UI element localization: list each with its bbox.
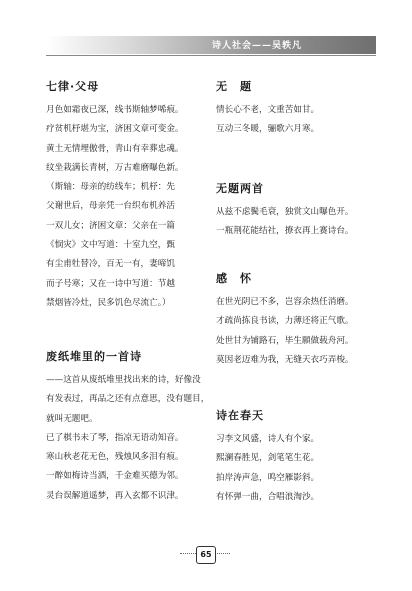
poem-line: 拍岸涛声急，鸣空雁影斜。 <box>216 472 320 483</box>
poem-note-line: 《悯灾》文中写道：十室九空，甄 <box>46 240 175 251</box>
poem-line: 疗贫机杼堪为宝，济困文章可变金。 <box>46 124 184 135</box>
poem-line: 一醉如梅诗当酒，千金难买德为邻。 <box>46 471 184 482</box>
poem-title: 诗在春天 <box>216 409 264 422</box>
poem-section-feizhi <box>46 348 209 506</box>
poem-line: 互动三冬暖，骊歌六月寒。 <box>216 124 320 135</box>
poem-line: 熙澜春胜见，剑笔笔生花。 <box>216 453 320 464</box>
poem-section-wuti <box>216 78 319 140</box>
poem-section-ganhuai <box>216 270 354 370</box>
poem-section-wuti-two <box>216 180 354 242</box>
poem-line: 才疏尚拣良书读，力薄还将正气歌。 <box>216 316 354 327</box>
poem-title: 七律·父母 <box>46 80 100 93</box>
poem-title: 感 怀 <box>216 272 252 285</box>
poem-line: 黄土无情埋傲骨，青山有幸葬忠魂。 <box>46 143 184 154</box>
poem-title: 无 题 <box>216 80 252 93</box>
poem-line: 有怀弹一曲，合唱浪淘沙。 <box>216 491 320 502</box>
poem-line: 从兹不虑鬓毛衰，独赏文山曝色开。 <box>216 207 354 217</box>
poem-line: 习李文风盛，诗人有个家。 <box>216 434 320 444</box>
poem-note-line: 禁烟皆冷灶，民多饥色尽流亡。） <box>46 297 171 308</box>
poem-line: 一瓶荆花能结社，撩衣再上赛诗台。 <box>216 226 354 237</box>
poem-note-line: 父谢世后，母亲凭一台织布机养活 <box>46 201 175 212</box>
poem-title: 废纸堆里的一首诗 <box>46 350 142 363</box>
poem-line: 已了棋书未了琴，指凉无语动知音。 <box>46 432 184 443</box>
poem-intro-line: ——这首从废纸堆里找出来的诗，好像没 <box>46 375 201 385</box>
poem-title: 无题两首 <box>216 182 264 195</box>
poem-section-qilv <box>46 78 184 313</box>
poem-note-line: 有尘甫牡替冷，百无一有，妻啼饥 <box>46 259 175 270</box>
poem-line: 纹坐栽满长青树，万古难磨曝色新。 <box>46 162 184 173</box>
poem-line: 情长心不老，文重苦如甘。 <box>216 105 320 115</box>
poem-line: 处世甘为铺路石，毕生願做载舟河。 <box>216 335 354 346</box>
header-rule <box>46 55 376 56</box>
poem-line: 在世光阴已不多，岂容余热任消磨。 <box>216 297 354 307</box>
poem-line: 灵台误解道遥梦，再入玄都不识津。 <box>46 490 184 501</box>
poem-intro-line: 有发表过，再品之还有点意思，没有题目， <box>46 394 210 405</box>
poem-section-chuntian <box>216 407 319 507</box>
poem-line: 月色如霜夜已深，线书斯轴梦唏痕。 <box>46 105 184 115</box>
page-number: 65 <box>196 546 216 564</box>
poem-note-line: 一双儿女；济困文章：父亲在一篇 <box>46 220 175 231</box>
running-title: 诗人社会——吴轶凡 <box>211 41 302 51</box>
poem-line: 寒山秋老花无色，残烛风多泪有痕。 <box>46 452 184 463</box>
poem-note-line: 而子号寒；又在一诗中写道：节越 <box>46 278 175 289</box>
poem-intro-line: 就叫无题吧。 <box>46 413 98 424</box>
poem-line: 莫因老迈难为我，无缝天衣巧弄梭。 <box>216 354 354 365</box>
poem-note-line: （斯轴：母亲的纺线车；机杼：先 <box>46 182 175 193</box>
header-band <box>46 36 376 54</box>
